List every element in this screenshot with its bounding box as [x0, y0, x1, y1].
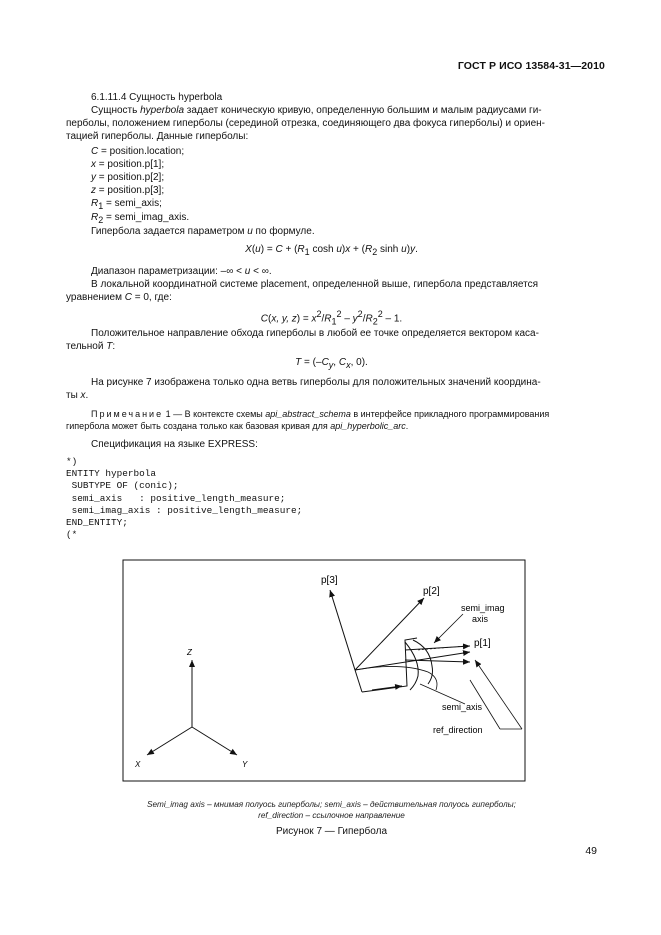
semi-axis-arrow — [372, 686, 402, 690]
z-label: Z — [187, 648, 192, 657]
formula-tangent: $T = (-C_y$, $C_x$, 0). — [295, 357, 368, 370]
semi-imag-axis-label: axis — [472, 614, 489, 624]
attribute-line: $R_1$ = semi_axis; — [91, 198, 162, 211]
code-line: ENTITY hyperbola — [66, 468, 157, 480]
code-line: semi_imag_axis : positive_length_measure; — [66, 504, 303, 516]
note-line: гипербола может быть создана только как базовая кривая для api_hyperbolic_arc. — [66, 421, 409, 431]
p3-label: p[3] — [321, 575, 338, 586]
p1-label: p[1] — [474, 638, 491, 649]
note: Примечание 1 — В контексте схемы api_abstract_schema в интерфейсе прикладного программирования — [91, 409, 550, 419]
x-label: X — [135, 760, 141, 769]
global-y-axis — [192, 727, 237, 755]
paragraph-direction: Положительное направление обхода гиперболы в любой ее точке определяется вектором каса- — [91, 328, 539, 339]
global-x-axis — [147, 727, 192, 755]
semi-imag-label: semi_imag — [461, 603, 505, 613]
document-header: ГОСТ Р ИСО 13584-31—2010 — [457, 60, 605, 72]
semi-axis-label: semi_axis — [442, 702, 483, 712]
attribute-line: z = position.p[3]; — [91, 185, 165, 196]
formula-hyperbola: $X(u) = C + (R_1$ $\cosh u)x + (R_2$ sinh u)y. — [245, 244, 418, 257]
code-line: semi_axis : positive_length_measure; — [66, 492, 286, 504]
figure-frame — [123, 560, 525, 781]
paragraph-line: перболы, положением гиперболы (серединой отрезка, соединяющего два фокуса гиперболы) и ориен- — [66, 118, 545, 129]
attribute-line: x = position.p[1]; — [91, 159, 165, 170]
paragraph-line: тацией гиперболы. Данные гиперболы: — [66, 131, 249, 142]
page-number: 49 — [585, 845, 597, 857]
express-spec-title: Спецификация на языке EXPRESS: — [91, 439, 258, 450]
p2-axis — [355, 598, 424, 670]
parameter-line: Гипербола задается параметром u по формуле. — [91, 226, 315, 237]
semi-imag-arrow — [405, 646, 470, 650]
y-label: Y — [242, 760, 248, 769]
paragraph-figure-ref: На рисунке 7 изображена только одна ветвь гиперболы для положительных значений координа- — [91, 377, 541, 388]
paragraph-entity-description: Сущность hyperbola задает коническую кривую, определенную большим и малым радиусами ги- — [91, 105, 542, 116]
paragraph-line: уравнением C = 0, где: — [66, 292, 172, 303]
ref-direction-leader-1 — [475, 660, 522, 729]
code-line: (* — [66, 529, 78, 541]
ref-direction-label: ref_direction — [433, 725, 483, 735]
figure-caption-line2: ref_direction – ссылочное направление — [258, 811, 405, 820]
section-title: 6.1.11.4 Сущность hyperbola — [91, 92, 223, 103]
semi-axis-leader — [420, 684, 465, 704]
code-line: *) — [66, 456, 78, 467]
attribute-line: $R_2$ = semi_imag_axis. — [91, 212, 190, 225]
paragraph-line: ты x. — [66, 390, 89, 401]
paragraph-local-system: В локальной координатной системе placement, определенной выше, гипербола представляется — [91, 279, 538, 290]
paragraph-line: тельной T: — [66, 341, 116, 352]
range-line: Диапазон параметризации: –∞ < u < ∞. — [91, 266, 272, 277]
hyperbola-curve — [413, 640, 433, 684]
origin-tick — [355, 670, 362, 692]
p3-axis — [330, 590, 355, 670]
formula-implicit: C(x, y, $z) = x^2/R_1^2 - y^2/R_2^2 - 1$. — [260, 309, 403, 327]
attribute-line: y = position.p[2]; — [91, 172, 165, 183]
figure-title: Рисунок 7 — Гипербола — [275, 826, 388, 837]
attribute-line: C = position.location; — [91, 146, 185, 157]
code-line: END_ENTITY; — [66, 517, 128, 528]
code-line: SUBTYPE OF (conic); — [66, 480, 179, 492]
p2-label: p[2] — [423, 586, 440, 597]
semi-imag-leader — [434, 614, 463, 643]
figure-caption-line1: Semi_imag axis – мнимая полуось гиперболы; semi_axis – действительная полуось гиперболы; — [147, 800, 516, 809]
